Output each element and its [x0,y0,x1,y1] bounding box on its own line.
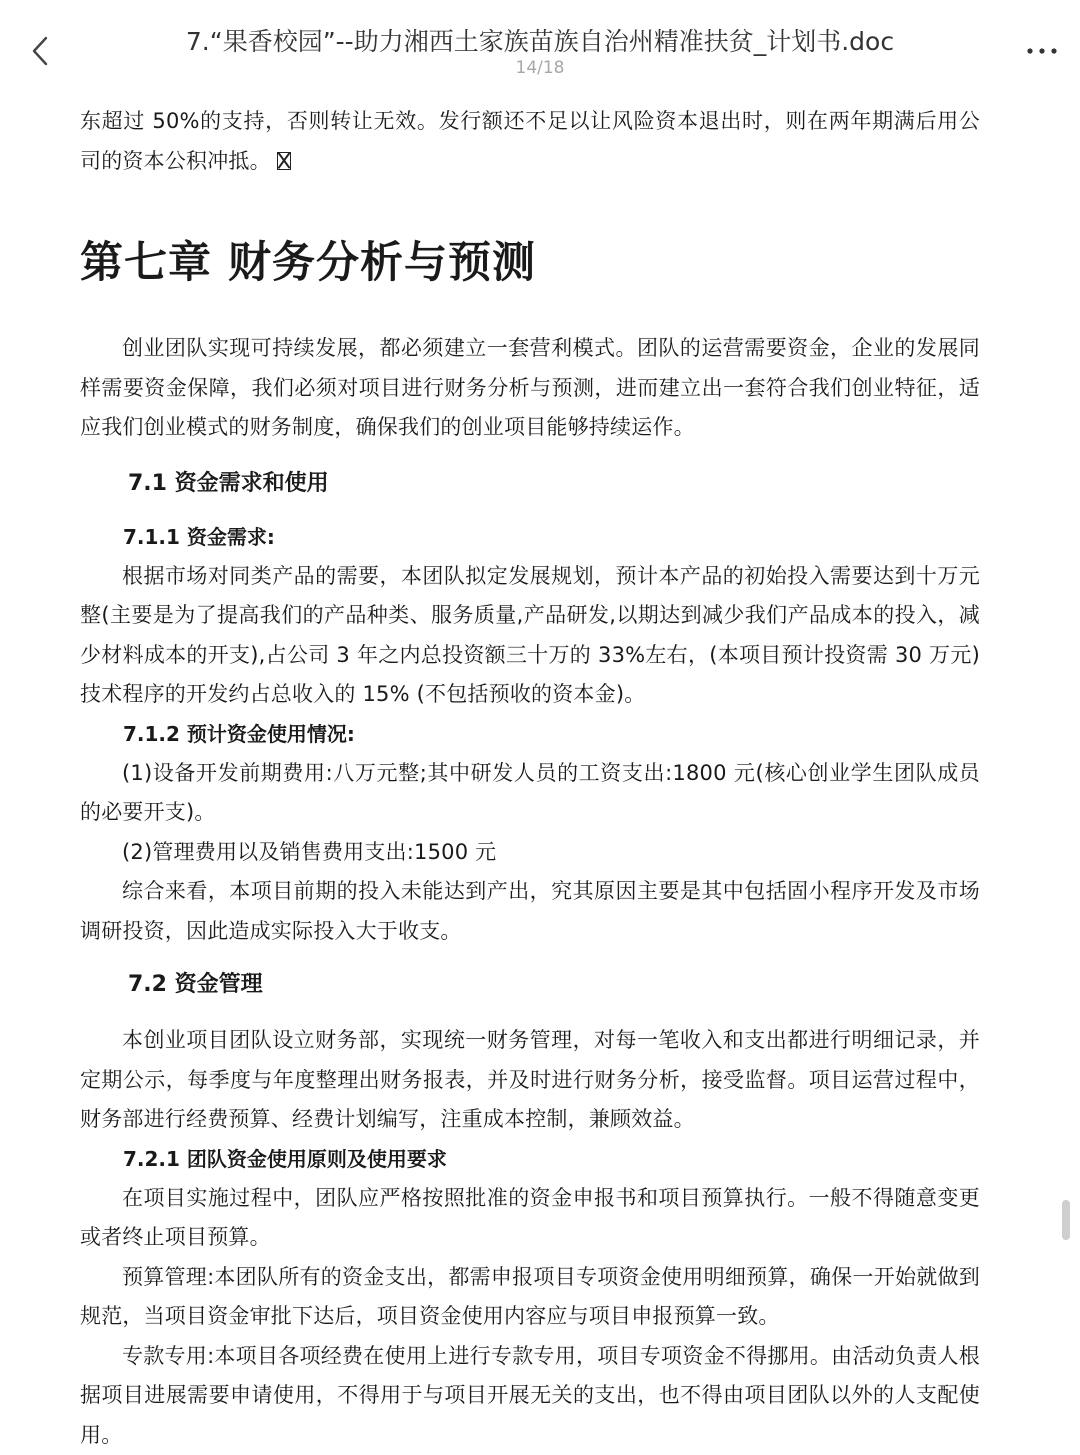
section-7-1-title: 7.1 资金需求和使用 [80,464,980,504]
continued-paragraph-text: 东超过 50%的支持，否则转让无效。发行额还不足以让风险资本退出时，则在两年期满后用公司的资本公积冲抵。 [80,109,980,173]
top-bar [0,0,1080,96]
section-7-1-2-summary: 综合来看，本项目前期的投入未能达到产出，究其原因主要是其中包括固小程序开发及市场调研投资，因此造成实际投入大于收支。 [80,872,980,951]
chapter-title: 第七章 财务分析与预测 [80,233,980,293]
section-7-1-1-body: 根据市场对同类产品的需要，本团队拟定发展规划，预计本产品的初始投入需要达到十万元整(主要是为了提高我们的产品种类、服务质量,产品研发,以期达到减少我们产品成本的投入，减少材料成本的开支),占公司 3 年之内总投资额三十万的 33%左右，(本项目预计投资需 30 万元)技术程序的开发约占总收入的 15% (不包括预收的资本金)。 [80,557,980,715]
section-7-2-1-paragraph-1: 在项目实施过程中，团队应严格按照批准的资金申报书和项目预算执行。一般不得随意变更或者终止项目预算。 [80,1179,980,1258]
section-7-2-title: 7.2 资金管理 [80,965,980,1005]
document-title: 7.“果香校园”--助力湘西土家族苗族自治州精准扶贫_计划书.doc [0,22,1080,58]
section-7-2-body: 本创业项目团队设立财务部，实现统一财务管理，对每一笔收入和支出都进行明细记录，并定期公示，每季度与年度整理出财务报表，并及时进行财务分析，接受监督。项目运营过程中，财务部进行经费预算、经费计划编写，注重成本控制，兼顾效益。 [80,1021,980,1140]
section-7-1-2-title: 7.1.2 预计资金使用情况: [80,715,980,754]
chapter-intro: 创业团队实现可持续发展，都必须建立一套营利模式。团队的运营需要资金，企业的发展同样需要资金保障，我们必须对项目进行财务分析与预测，进而建立出一套符合我们创业特征，适应我们创业模式的财务制度，确保我们的创业项目能够持续运作。 [80,329,980,448]
continued-paragraph [80,102,980,181]
section-7-2-1-paragraph-2: 预算管理:本团队所有的资金支出，都需申报项目专项资金使用明细预算，确保一开始就做到规范，当项目资金审批下达后，项目资金使用内容应与项目申报预算一致。 [80,1258,980,1337]
section-7-1-1-title: 7.1.1 资金需求: [80,518,980,557]
section-7-2-1-paragraph-3: 专款专用:本项目各项经费在使用上进行专款专用，项目专项资金不得挪用。由活动负责人根据项目进展需要申请使用，不得用于与项目开展无关的支出，也不得由项目团队以外的人支配使用。 [80,1337,980,1455]
section-7-2-1-title: 7.2.1 团队资金使用原则及使用要求 [80,1140,980,1179]
document-page [80,102,980,1455]
section-7-1-2-item-1: (1)设备开发前期费用:八万元整;其中研发人员的工资支出:1800 元(核心创业学生团队成员的必要开支)。 [80,754,980,833]
page-indicator: 14/18 [0,58,1080,78]
section-7-1-2-item-2: (2)管理费用以及销售费用支出:1500 元 [80,833,980,873]
more-button[interactable] [1022,34,1062,68]
more-dots-icon [1022,34,1062,68]
scrollbar-thumb[interactable] [1062,1200,1070,1240]
boxed-x-icon [277,152,291,170]
